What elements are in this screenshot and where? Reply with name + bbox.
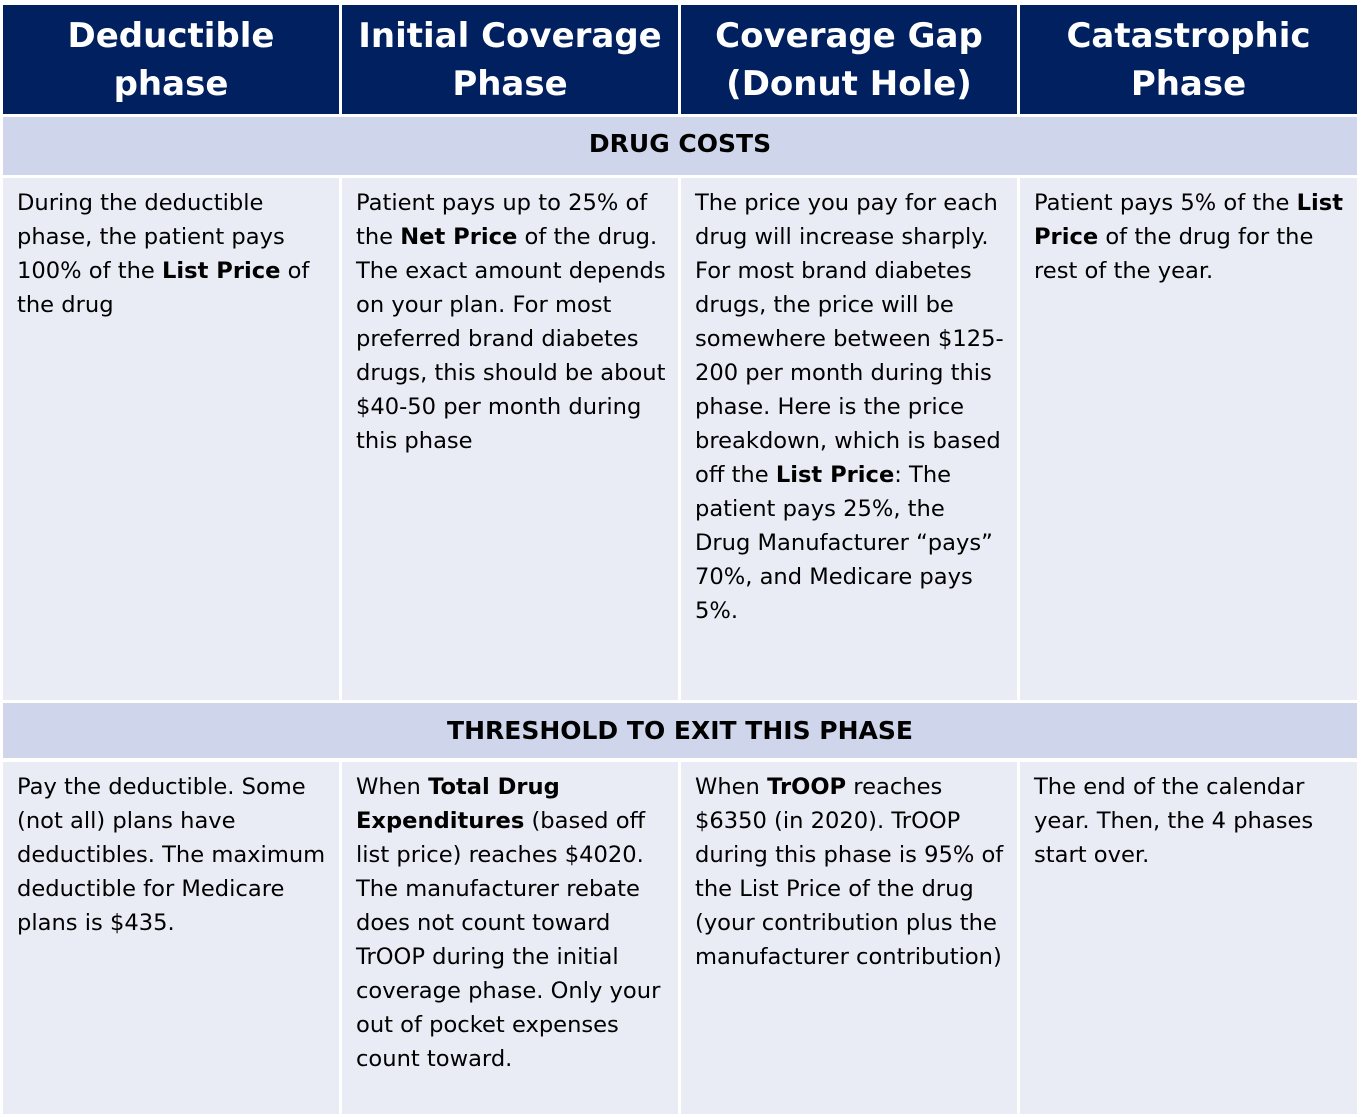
header-initial-coverage-phase: Initial Coverage Phase: [342, 5, 678, 114]
cell-text: of the drug. The exact amount depends on your plan. For most preferred brand diabetes drugs, this should be about $40-50 per month during this phase: [356, 224, 666, 454]
cell-text: The price you pay for each drug will increase sharply. For most brand diabetes drugs, the price will be somewhere between $125-200 per month during this phase. Here is the price breakdown, which is based off the: [695, 190, 1004, 488]
cell-text: of the drug for the rest of the year.: [1034, 224, 1314, 284]
bold-term: List Price: [775, 462, 895, 488]
bold-term: Total Drug Expenditures: [356, 774, 560, 834]
bold-term: List Price: [1034, 190, 1343, 250]
bold-term: Net Price: [400, 224, 518, 250]
header-deductible-phase: Deductible phase: [3, 5, 339, 114]
bold-term: List Price: [162, 258, 281, 284]
header-catastrophic-phase: Catastrophic Phase: [1020, 5, 1357, 114]
section-title-threshold: THRESHOLD TO EXIT THIS PHASE: [3, 703, 1357, 758]
threshold-deductible-cell: [3, 762, 339, 1114]
threshold-catastrophic-cell: [1020, 762, 1357, 1114]
cell-text: Pay the deductible. Some (not all) plans have deductibles. The maximum deductible for Medicare plans is $435.: [17, 774, 326, 936]
cell-text: reaches $6350 (in 2020). TrOOP during this phase is 95% of the List Price of the drug (your contribution plus the manufacturer contribution): [695, 774, 1004, 970]
cell-text: : The patient pays 25%, the Drug Manufacturer “pays” 70%, and Medicare pays 5%.: [695, 462, 993, 624]
threshold-coverage-gap-cell: [681, 762, 1017, 1114]
medicare-phases-table: [3, 5, 1357, 1114]
cell-text: of the drug: [17, 258, 310, 318]
cell-text: Patient pays up to 25% of the: [356, 190, 648, 250]
bold-term: TrOOP: [767, 774, 847, 800]
drug-costs-catastrophic-cell: [1020, 178, 1357, 700]
drug-costs-deductible-cell: [3, 178, 339, 700]
drug-costs-coverage-gap-cell: [681, 178, 1017, 700]
cell-text: Patient pays 5% of the: [1034, 190, 1297, 216]
threshold-initial-coverage-cell: [342, 762, 678, 1114]
header-coverage-gap: Coverage Gap (Donut Hole): [681, 5, 1017, 114]
cell-text: (based off list price) reaches $4020. The manufacturer rebate does not count toward TrOOP during the initial coverage phase. Only your out of pocket expenses count toward.: [356, 808, 661, 1072]
section-title-drug-costs: DRUG COSTS: [3, 117, 1357, 175]
cell-text: When: [695, 774, 768, 800]
cell-text: When: [356, 774, 429, 800]
drug-costs-initial-coverage-cell: [342, 178, 678, 700]
cell-text: During the deductible phase, the patient pays 100% of the: [17, 190, 285, 284]
cell-text: The end of the calendar year. Then, the 4 phases start over.: [1034, 774, 1314, 868]
